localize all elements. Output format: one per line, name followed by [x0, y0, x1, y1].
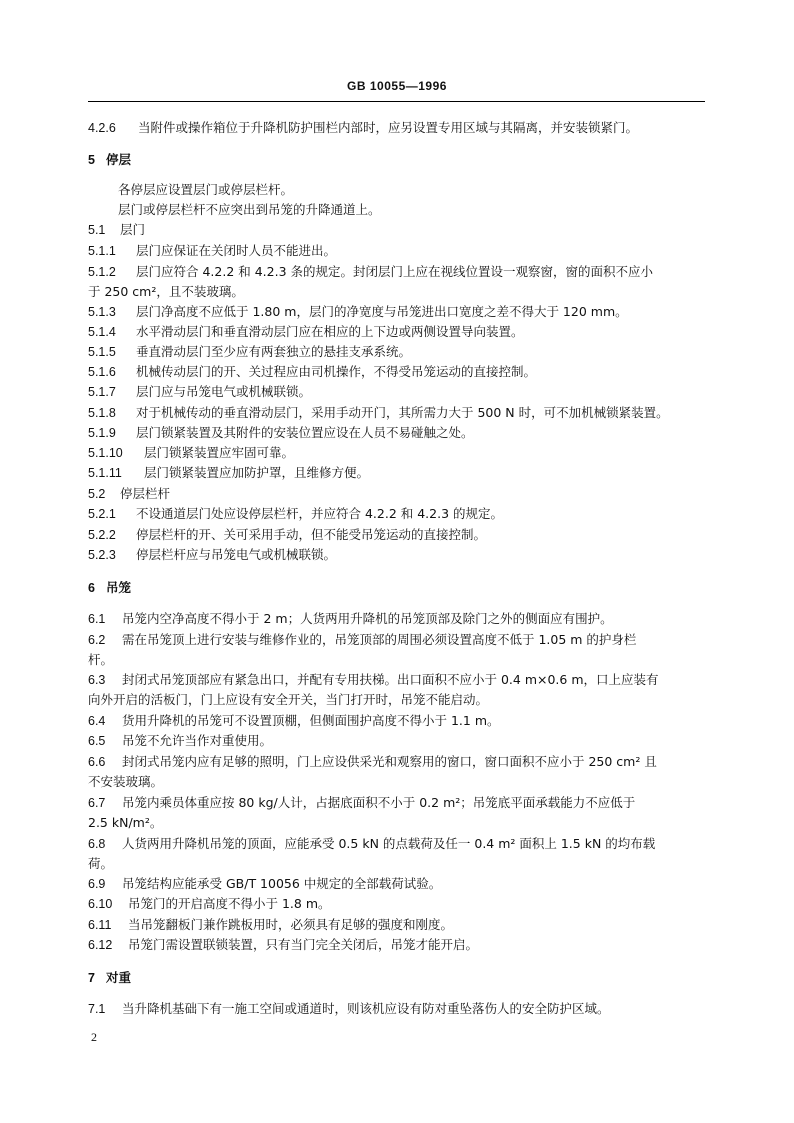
clause-5-2 — [88, 484, 170, 504]
clause-number: 6.12 — [88, 938, 113, 952]
clause-6-11 — [88, 915, 453, 935]
clause-number: 6.2 — [88, 633, 106, 647]
clause-5-2-2 — [88, 525, 486, 545]
section-number: 5 — [88, 153, 95, 167]
clause-number: 6.4 — [88, 714, 106, 728]
clause-6-1 — [88, 609, 613, 629]
clause-text: 吊笼门的开启高度不得小于 1.8 m。 — [128, 896, 331, 911]
clause-number: 6.7 — [88, 796, 106, 810]
paragraph: 层门或停层栏杆不应突出到吊笼的升降通道上。 — [118, 202, 381, 217]
clause-continuation: 2.5 kN/m²。 — [88, 815, 163, 830]
clause-number: 5.2.2 — [88, 528, 116, 542]
clause-5-1-3 — [88, 302, 628, 322]
clause-text: 垂直滑动层门至少应有两套独立的悬挂支承系统。 — [136, 344, 412, 359]
clause-text: 停层栏杆 — [120, 486, 171, 501]
clause-text: 层门锁紧装置应加防护罩，且维修方便。 — [144, 465, 370, 480]
clause-number: 5.1.5 — [88, 345, 116, 359]
clause-5-1-4 — [88, 322, 524, 342]
clause-text: 层门净高度不应低于 1.80 m，层门的净宽度与吊笼进出口宽度之差不得大于 120 mm。 — [136, 304, 628, 319]
clause-7-1 — [88, 999, 610, 1019]
clause-number: 7.1 — [88, 1002, 106, 1016]
clause-6-8 — [88, 834, 655, 854]
clause-text: 停层栏杆应与吊笼电气或机械联锁。 — [136, 547, 337, 562]
clause-number: 6.5 — [88, 734, 106, 748]
clause-text: 层门 — [120, 222, 146, 237]
clause-text: 层门锁紧装置应牢固可靠。 — [144, 445, 295, 460]
clause-text: 层门应符合 4.2.2 和 4.2.3 条的规定。封闭层门上应在视线位置设一观察窗，窗的面积不应小 — [136, 264, 654, 279]
clause-text: 当附件或操作箱位于升降机防护围栏内部时，应另设置专用区域与其隔离，并安装锁紧门。 — [138, 120, 639, 135]
clause-5-1-9 — [88, 423, 474, 443]
clause-5-1-7 — [88, 382, 311, 402]
clause-6-2 — [88, 630, 636, 650]
clause-text: 对于机械传动的垂直滑动层门，采用手动开门，其所需力大于 500 N 时，可不加机械锁紧装置。 — [136, 405, 669, 420]
clause-number: 5.1.6 — [88, 365, 116, 379]
clause-4-2-6 — [88, 118, 638, 138]
clause-6-10 — [88, 894, 331, 914]
clause-5-2-1 — [88, 504, 503, 524]
clause-number: 6.9 — [88, 877, 106, 891]
clause-number: 5.1.2 — [88, 265, 116, 279]
section-number: 7 — [88, 971, 95, 985]
clause-number: 5.1.4 — [88, 325, 116, 339]
clause-5-1-1 — [88, 241, 336, 261]
clause-number: 5.1.8 — [88, 406, 116, 420]
section-6-heading — [88, 578, 131, 598]
clause-text: 需在吊笼顶上进行安装与维修作业的，吊笼顶部的周围必须设置高度不低于 1.05 m 的护身栏 — [122, 632, 637, 647]
clause-number: 5.1.1 — [88, 244, 116, 258]
section-title: 停层 — [106, 152, 132, 167]
clause-text: 水平滑动层门和垂直滑动层门应在相应的上下边或两侧设置导向装置。 — [136, 324, 524, 339]
paragraph: 各停层应设置层门或停层栏杆。 — [118, 182, 294, 197]
clause-text: 当升降机基础下有一施工空间或通道时，则该机应设有防对重坠落伤人的安全防护区域。 — [122, 1001, 610, 1016]
clause-text: 吊笼内空净高度不得小于 2 m；人货两用升降机的吊笼顶部及除门之外的侧面应有围护。 — [122, 611, 613, 626]
clause-continuation: 杆。 — [88, 652, 114, 667]
section-title: 对重 — [106, 970, 132, 985]
clause-text: 机械传动层门的开、关过程应由司机操作，不得受吊笼运动的直接控制。 — [136, 364, 537, 379]
clause-6-12 — [88, 935, 478, 955]
clause-number: 5.1 — [88, 223, 106, 237]
clause-text: 货用升降机的吊笼可不设置顶棚，但侧面围护高度不得小于 1.1 m。 — [122, 713, 500, 728]
clause-number: 5.1.11 — [88, 466, 122, 480]
clause-text: 当吊笼翻板门兼作跳板用时，必须具有足够的强度和刚度。 — [128, 917, 454, 932]
page-number: 2 — [91, 1030, 97, 1044]
clause-5-1-2 — [88, 262, 653, 282]
header-divider — [88, 101, 705, 102]
clause-6-7 — [88, 793, 635, 813]
section-5-heading — [88, 150, 131, 170]
clause-number: 5.1.9 — [88, 426, 116, 440]
clause-text: 层门锁紧装置及其附件的安装位置应设在人员不易碰触之处。 — [136, 425, 474, 440]
clause-5-1-10 — [88, 443, 294, 463]
clause-text: 不设通道层门处应设停层栏杆，并应符合 4.2.2 和 4.2.3 的规定。 — [136, 506, 504, 521]
section-number: 6 — [88, 581, 95, 595]
clause-number: 5.2 — [88, 487, 106, 501]
clause-text: 人货两用升降机吊笼的顶面，应能承受 0.5 kN 的点载荷及任一 0.4 m² 面积上 1.5 kN 的均布载 — [122, 836, 656, 851]
clause-text: 层门应与吊笼电气或机械联锁。 — [136, 384, 312, 399]
clause-number: 6.1 — [88, 612, 106, 626]
clause-5-1-5 — [88, 342, 411, 362]
clause-number: 5.1.7 — [88, 385, 116, 399]
clause-text: 层门应保证在关闭时人员不能进出。 — [136, 243, 337, 258]
clause-text: 封闭式吊笼顶部应有紧急出口，并配有专用扶梯。出口面积不应小于 0.4 m×0.6 m，口上应装有 — [122, 672, 659, 687]
clause-number: 6.6 — [88, 755, 106, 769]
clause-number: 5.1.10 — [88, 446, 123, 460]
clause-number: 6.8 — [88, 837, 106, 851]
clause-text: 吊笼结构应能承受 GB/T 10056 中规定的全部载荷试验。 — [122, 876, 442, 891]
clause-text: 停层栏杆的开、关可采用手动，但不能受吊笼运动的直接控制。 — [136, 527, 487, 542]
clause-6-6 — [88, 752, 657, 772]
clause-continuation: 荷。 — [88, 856, 114, 871]
clause-number: 5.1.3 — [88, 305, 116, 319]
standard-code-header: GB 10055—1996 — [347, 79, 447, 93]
clause-number: 6.10 — [88, 897, 113, 911]
section-7-heading — [88, 968, 131, 988]
clause-5-1-11 — [88, 463, 369, 483]
clause-6-9 — [88, 874, 441, 894]
clause-6-5 — [88, 731, 272, 751]
clause-number: 4.2.6 — [88, 121, 116, 135]
clause-number: 5.2.3 — [88, 548, 116, 562]
clause-6-4 — [88, 711, 500, 731]
clause-continuation: 向外开启的活板门，门上应设有安全开关，当门打开时，吊笼不能启动。 — [88, 692, 489, 707]
clause-continuation: 于 250 cm²，且不装玻璃。 — [88, 284, 244, 299]
clause-number: 5.2.1 — [88, 507, 116, 521]
clause-5-2-3 — [88, 545, 336, 565]
clause-text: 吊笼门需设置联锁装置，只有当门完全关闭后，吊笼才能开启。 — [128, 937, 479, 952]
clause-text: 吊笼内乘员体重应按 80 kg/人计，占据底面积不小于 0.2 m²；吊笼底平面承载能力不应低于 — [122, 795, 636, 810]
clause-continuation: 不安装玻璃。 — [88, 774, 164, 789]
clause-5-1 — [88, 220, 145, 240]
clause-5-1-6 — [88, 362, 536, 382]
clause-text: 封闭式吊笼内应有足够的照明，门上应设供采光和观察用的窗口，窗口面积不应小于 250 cm² 且 — [122, 754, 657, 769]
clause-number: 6.11 — [88, 918, 112, 932]
clause-6-3 — [88, 670, 659, 690]
clause-number: 6.3 — [88, 673, 106, 687]
clause-text: 吊笼不允许当作对重使用。 — [122, 733, 273, 748]
section-title: 吊笼 — [106, 580, 132, 595]
clause-5-1-8 — [88, 403, 669, 423]
